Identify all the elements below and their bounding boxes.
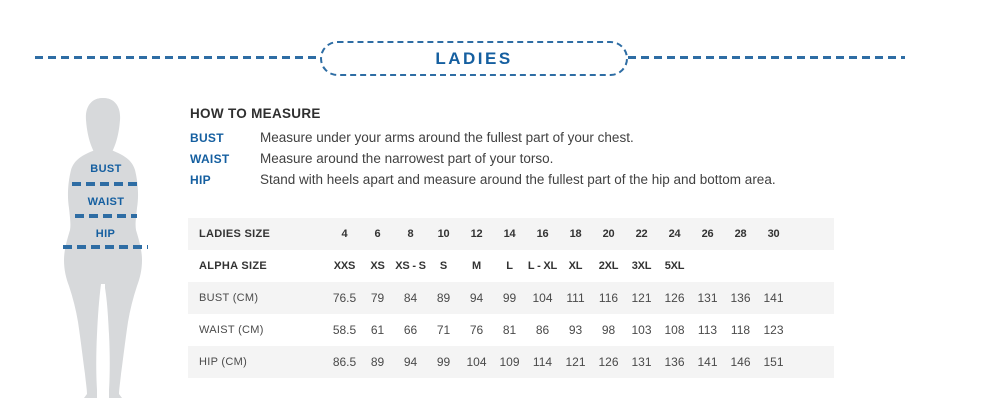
row-label: ALPHA SIZE bbox=[199, 260, 267, 272]
how-to-measure-section bbox=[190, 106, 890, 193]
figure-bust-label: BUST bbox=[90, 163, 122, 175]
table-cell: 94 bbox=[403, 355, 418, 369]
table-cell: 22 bbox=[635, 228, 648, 240]
figure-waist-label: WAIST bbox=[87, 196, 125, 208]
table-cell: 121 bbox=[631, 291, 652, 305]
table-cell: 136 bbox=[664, 355, 685, 369]
table-row bbox=[188, 314, 834, 346]
table-cell: 116 bbox=[598, 291, 619, 305]
table-cell: L bbox=[506, 260, 513, 272]
instruction-term: BUST bbox=[190, 131, 224, 145]
table-cell: 126 bbox=[664, 291, 685, 305]
table-cell: 121 bbox=[565, 355, 586, 369]
table-cell: 114 bbox=[532, 355, 553, 369]
table-cell: 118 bbox=[730, 323, 751, 337]
row-label: HIP (CM) bbox=[199, 356, 248, 368]
table-cell: XS - S bbox=[395, 260, 426, 272]
figure-hip-label: HIP bbox=[95, 228, 116, 240]
table-cell: 18 bbox=[569, 228, 582, 240]
table-row bbox=[188, 282, 834, 314]
table-cell: 58.5 bbox=[332, 323, 357, 337]
instruction-text: Measure under your arms around the fullest part of your chest. bbox=[260, 130, 634, 145]
table-cell: 146 bbox=[730, 355, 751, 369]
table-cell: 94 bbox=[469, 291, 484, 305]
table-cell: 5XL bbox=[664, 260, 685, 272]
table-cell: 16 bbox=[536, 228, 549, 240]
table-cell: 99 bbox=[502, 291, 517, 305]
table-cell: XL bbox=[568, 260, 583, 272]
table-cell: 3XL bbox=[631, 260, 652, 272]
divider-dash-left bbox=[35, 56, 320, 59]
table-cell: 141 bbox=[697, 355, 718, 369]
table-cell: 104 bbox=[532, 291, 553, 305]
figure-waist-dash-line bbox=[75, 214, 137, 218]
row-label: WAIST (CM) bbox=[199, 324, 264, 336]
table-cell: 4 bbox=[341, 228, 348, 240]
table-cell: 76.5 bbox=[332, 291, 357, 305]
table-cell: 131 bbox=[631, 355, 652, 369]
figure-hip-dash-line bbox=[63, 245, 148, 249]
table-cell: 86 bbox=[535, 323, 550, 337]
instruction-row-waist bbox=[190, 151, 890, 166]
table-cell: 89 bbox=[436, 291, 451, 305]
instruction-text: Stand with heels apart and measure around the fullest part of the hip and bottom area. bbox=[260, 172, 776, 187]
table-row bbox=[188, 346, 834, 378]
table-cell: M bbox=[472, 260, 481, 272]
table-cell: 61 bbox=[370, 323, 385, 337]
row-label: LADIES SIZE bbox=[199, 228, 271, 240]
table-cell: 66 bbox=[403, 323, 418, 337]
table-cell: 113 bbox=[697, 323, 718, 337]
table-cell: 24 bbox=[668, 228, 681, 240]
table-cell: 14 bbox=[503, 228, 516, 240]
instruction-term: HIP bbox=[190, 173, 211, 187]
ladies-banner-label: LADIES bbox=[435, 48, 513, 68]
table-cell: 151 bbox=[763, 355, 784, 369]
instruction-row-bust bbox=[190, 130, 890, 145]
table-cell: 103 bbox=[631, 323, 652, 337]
figure-bust-dash-line bbox=[72, 182, 140, 186]
table-cell: 81 bbox=[502, 323, 517, 337]
table-cell: 136 bbox=[730, 291, 751, 305]
table-row bbox=[188, 250, 834, 282]
table-cell: L - XL bbox=[527, 260, 558, 272]
table-cell: 123 bbox=[763, 323, 784, 337]
instruction-row-hip bbox=[190, 172, 890, 187]
instruction-term: WAIST bbox=[190, 152, 230, 166]
table-row bbox=[188, 218, 834, 250]
table-cell: 141 bbox=[763, 291, 784, 305]
table-cell: 79 bbox=[370, 291, 385, 305]
table-cell: 109 bbox=[499, 355, 520, 369]
how-to-measure-title: HOW TO MEASURE bbox=[190, 106, 321, 121]
table-cell: 10 bbox=[437, 228, 450, 240]
table-cell: 30 bbox=[767, 228, 780, 240]
table-cell: 104 bbox=[466, 355, 487, 369]
table-cell: 99 bbox=[436, 355, 451, 369]
table-cell: S bbox=[439, 260, 448, 272]
table-cell: XS bbox=[370, 260, 385, 272]
table-cell: 98 bbox=[601, 323, 616, 337]
instruction-text: Measure around the narrowest part of your torso. bbox=[260, 151, 554, 166]
divider-dash-right bbox=[628, 56, 905, 59]
table-cell: 76 bbox=[469, 323, 484, 337]
size-table bbox=[188, 218, 834, 378]
table-cell: 131 bbox=[697, 291, 718, 305]
table-cell: 93 bbox=[568, 323, 583, 337]
table-cell: 6 bbox=[374, 228, 381, 240]
table-cell: 12 bbox=[470, 228, 483, 240]
table-cell: 28 bbox=[734, 228, 747, 240]
table-cell: 26 bbox=[701, 228, 714, 240]
table-cell: 71 bbox=[436, 323, 451, 337]
table-cell: 126 bbox=[598, 355, 619, 369]
table-cell: 111 bbox=[566, 291, 585, 305]
table-cell: XXS bbox=[333, 260, 356, 272]
table-cell: 89 bbox=[370, 355, 385, 369]
table-cell: 8 bbox=[407, 228, 414, 240]
table-cell: 2XL bbox=[598, 260, 619, 272]
table-cell: 84 bbox=[403, 291, 418, 305]
ladies-banner bbox=[320, 41, 628, 76]
table-cell: 20 bbox=[602, 228, 615, 240]
table-cell: 108 bbox=[664, 323, 685, 337]
table-cell: 86.5 bbox=[332, 355, 357, 369]
row-label: BUST (CM) bbox=[199, 292, 259, 304]
